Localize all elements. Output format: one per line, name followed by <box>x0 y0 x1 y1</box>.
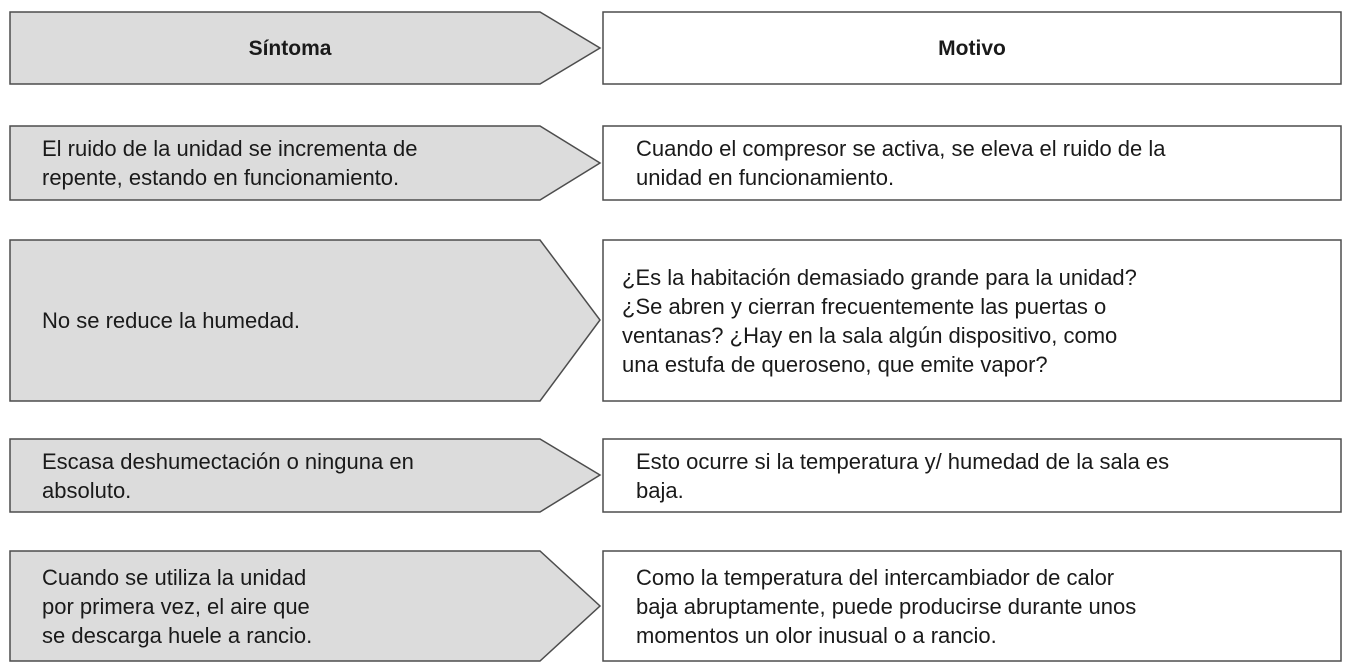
reason-text-3: Esto ocurre si la temperatura y/ humedad de la sala es baja. <box>636 448 1170 503</box>
symptom-text-4: Cuando se utiliza la unidad por primera vez, el aire que se descarga huele a rancio. <box>42 564 313 648</box>
symptom-header: Síntoma <box>248 36 332 60</box>
reason-text-2: ¿Es la habitación demasiado grande para la unidad? ¿Se abren y cierran frecuentemente las puertas o ventanas? ¿Hay en la sala algún dispositivo, como una estufa de queroseno, que emite vapor? <box>622 264 1137 377</box>
reason-text-1: Cuando el compresor se activa, se eleva el ruido de la unidad en funcionamiento. <box>636 136 1166 190</box>
symptom-text-1: El ruido de la unidad se incrementa de repente, estando en funcionamiento. <box>42 136 418 190</box>
reason-text-4: Como la temperatura del intercambiador de calor baja abruptamente, puede producirse durante unos momentos un olor inusual o a rancio. <box>636 564 1137 648</box>
symptom-text-2: No se reduce la humedad. <box>42 308 301 333</box>
symptom-text-3: Escasa deshumectación o ninguna en absoluto. <box>42 448 414 503</box>
reason-header: Motivo <box>938 36 1006 60</box>
